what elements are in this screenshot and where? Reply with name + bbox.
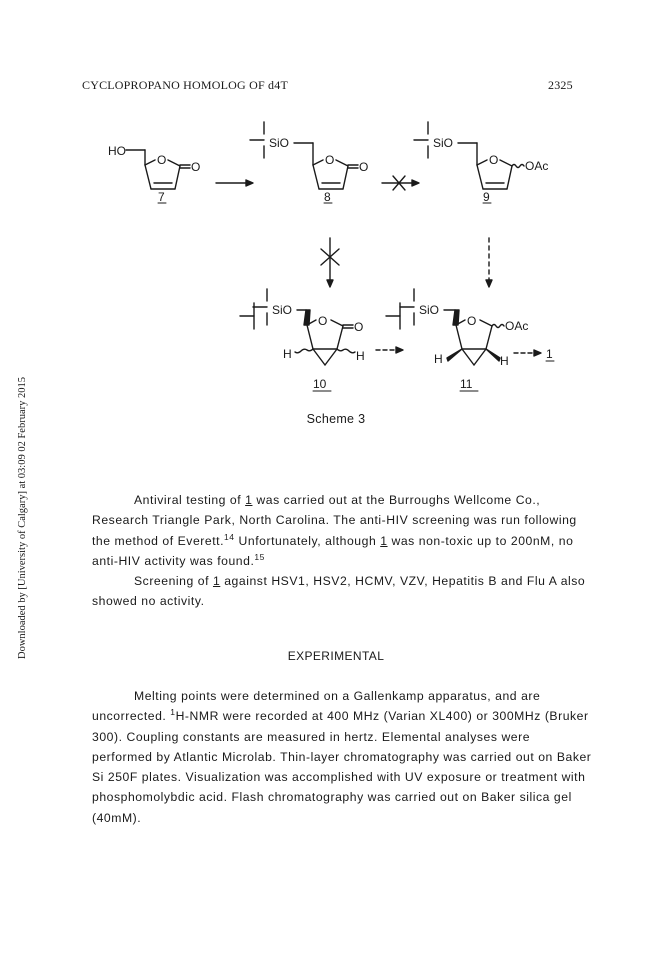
results-section [92,490,592,612]
running-title: CYCLOPROPANO HOMOLOG OF d4T [82,78,288,92]
compound-label-11: 11 [460,377,473,391]
atom-label-o: O [191,160,201,174]
atom-label-o: O [318,314,328,328]
compound-8-structure [250,122,358,189]
compound-ref: 1 [245,493,253,507]
paragraph-experimental-methods: Melting points were determined on a Gallenkamp apparatus, and are uncorrected. $^1$H-NMR were recorded at 400 MHz (Varian XL400) or 300MHz (Bruker 300). Coupling constants are measured in hertz. Elemental analyses were performed by Atlantic Microlab. Thin-layer chromatography was carried out on Baker Si 250F plates. Visualization was accomplished with UV exposure or treatment with phosphomolybdic acid. Flash chromatography was carried out on Baker silica gel (40mM). [92,689,592,825]
paragraph-antiviral-testing: Antiviral testing of 1 was carried out at the Burroughs Wellcome Co., Research Triangle Park, North Carolina. The anti-HIV screening was run following the method of Everett.$^{14}$ Unfortunately, although 1 was non-toxic up to 200nM, no anti-HIV activity was found.$^{15}$ [92,493,577,568]
compound-label-1: 1 [546,347,553,361]
compound-11-structure [400,289,504,365]
atom-label-sio: SiO [272,303,293,317]
atom-label-h: H [500,354,509,368]
atom-label-o: O [354,320,364,334]
atom-label-sio: SiO [269,136,290,150]
atom-label-h: H [434,352,443,366]
atom-label-o: O [467,314,477,328]
download-watermark-text: Downloaded by [University of Calgary] at 03:09 02 February 2015 [17,377,28,659]
page-number: 2325 [548,78,573,92]
atom-label-o: O [359,160,369,174]
compound-label-8: 8 [324,190,331,204]
atom-label-oac: OAc [505,319,529,333]
atom-label-h: H [356,349,365,363]
reference-superscript: 14 [224,531,235,542]
atom-label-o: O [157,153,167,167]
compound-ref: 1 [212,574,221,589]
compound-ref: 1 [380,533,388,548]
nmr-superscript: 1 [170,707,176,718]
compound-label-7: 7 [158,190,165,204]
scheme-caption: Scheme 3 [306,412,366,426]
reaction-scheme [0,100,672,400]
atom-label-oac: OAc [525,159,549,173]
atom-label-h: H [283,347,292,361]
paragraph-screening: Screening of 1 against HSV1, HSV2, HCMV, VZV, Hepatitis B and Flu A also showed no activity. [92,574,586,609]
atom-label-o: O [489,153,499,167]
section-heading-experimental: EXPERIMENTAL [287,649,385,663]
atom-label-o: O [325,153,335,167]
experimental-section [92,686,592,828]
compound-label-9: 9 [483,190,490,204]
atom-label-sio: SiO [419,303,440,317]
compound-9-structure [414,122,524,189]
compound-10-structure [253,289,355,365]
reference-superscript: 15 [254,551,265,562]
atom-label-sio: SiO [433,136,454,150]
compound-label-10: 10 [313,377,327,391]
atom-label-ho: HO [108,144,126,158]
